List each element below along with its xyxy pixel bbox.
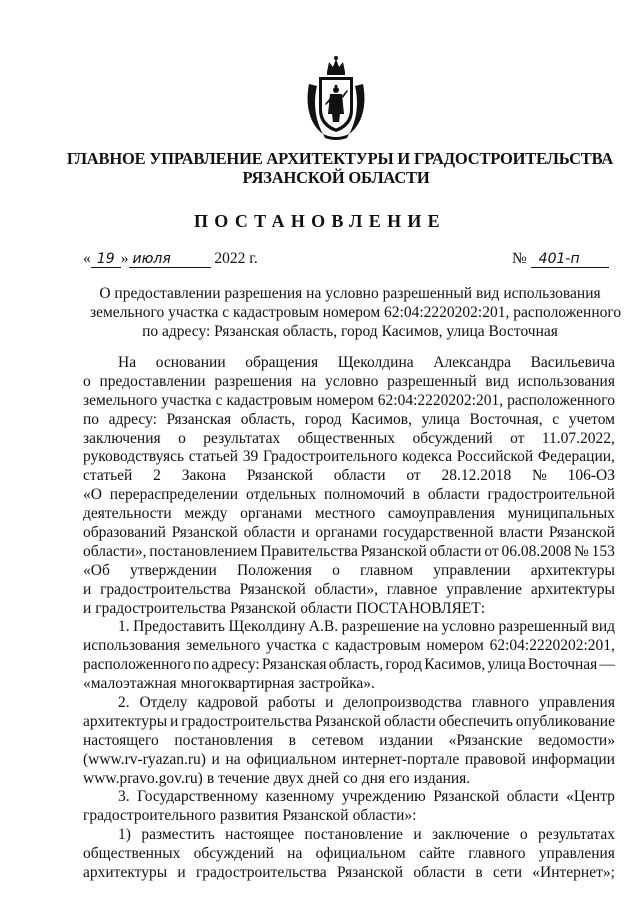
body-word: области xyxy=(429,542,482,560)
body-word: 2. xyxy=(118,694,130,712)
body-word: области xyxy=(243,524,296,542)
body-word: условно xyxy=(324,372,379,390)
body-word: архитектуры xyxy=(83,712,168,730)
body-word: основании xyxy=(155,354,226,371)
body-word: Касимов, xyxy=(351,410,412,428)
body-word: и xyxy=(301,524,310,542)
body-word: от xyxy=(406,467,421,485)
subject-line: О предоставлении разрешения на условно разрешенный вид использования xyxy=(99,285,601,302)
body-line xyxy=(83,524,615,543)
body-word: результатах xyxy=(538,826,615,844)
issuing-authority-line2: РЯЗАНСКОЙ ОБЛАСТИ xyxy=(242,168,430,187)
body-word: Российской xyxy=(456,448,534,466)
body-word: 62:04:2220202:201, xyxy=(489,637,615,655)
body-word: Щеколдину xyxy=(228,618,306,636)
body-word: Рязанской xyxy=(336,864,404,882)
body-word: с xyxy=(215,391,223,409)
body-word: по xyxy=(83,410,100,428)
body-word: номером xyxy=(316,391,374,409)
body-word: и xyxy=(170,712,179,730)
body-word: 153 xyxy=(591,542,615,560)
body-word: дней xyxy=(307,769,340,787)
body-word: градостроительства xyxy=(95,599,227,617)
body-word: 28.12.2018 xyxy=(441,467,512,485)
body-word: улица xyxy=(487,656,526,674)
body-word: постановлением xyxy=(149,542,258,560)
body-word: органами xyxy=(240,505,303,523)
body-word: управления xyxy=(538,694,615,712)
body-word: www.pravo.gov.ru) xyxy=(83,769,203,787)
date-open-quote: « xyxy=(83,250,91,267)
body-word: На xyxy=(118,354,137,371)
body-word: от xyxy=(510,429,525,447)
body-word: Рязанской xyxy=(360,542,427,560)
subject-line: земельного участка с кадастровым номером 62:04:2220202:201, расположенного xyxy=(90,304,622,321)
body-line xyxy=(83,562,615,581)
body-word: по xyxy=(193,656,210,674)
body-line xyxy=(83,467,615,486)
body-word: город xyxy=(385,656,423,674)
document-body xyxy=(83,354,615,883)
body-line xyxy=(83,448,615,467)
body-word: градостроительства xyxy=(100,580,231,598)
body-line xyxy=(83,600,615,619)
body-word: земельного xyxy=(83,391,158,409)
body-word: образований xyxy=(83,524,166,542)
body-word: Восточная, xyxy=(469,410,543,428)
body-line xyxy=(83,807,615,826)
body-word: № xyxy=(574,542,589,560)
body-word: Щеколдина xyxy=(337,354,414,371)
body-word: отдельных xyxy=(245,486,317,504)
body-word: его xyxy=(389,769,410,787)
body-word: вид xyxy=(485,372,509,390)
body-word: архитектуры xyxy=(530,561,615,579)
body-word: постановление xyxy=(304,826,403,844)
body-word: Рязанской xyxy=(239,580,306,598)
body-word: со xyxy=(343,769,358,787)
body-word: делопроизводства xyxy=(343,694,462,712)
body-word: сетевом xyxy=(311,731,364,749)
body-word: заключение xyxy=(432,826,510,844)
body-line xyxy=(83,581,615,600)
body-word: главного xyxy=(471,694,529,712)
body-word: на xyxy=(287,845,303,863)
date-day-handwritten: 19 xyxy=(91,251,121,268)
body-word: разрешенный xyxy=(498,618,588,636)
body-word: настоящее xyxy=(225,826,295,844)
body-word: области»: xyxy=(352,807,417,825)
body-word: (www.rv-ryazan.ru) xyxy=(83,750,206,768)
body-word: Рязанской xyxy=(433,788,500,806)
body-word: кодекса xyxy=(402,448,453,466)
body-word: на xyxy=(225,750,241,768)
body-line xyxy=(83,845,615,864)
body-word: работы xyxy=(268,694,316,712)
body-word: от xyxy=(484,542,499,560)
body-word: Рязанской xyxy=(246,467,313,485)
body-word: развития xyxy=(219,807,279,825)
body-word: учетом xyxy=(568,410,615,428)
body-word: условно xyxy=(441,618,495,636)
body-word: и xyxy=(83,599,92,617)
coat-of-arms-emblem xyxy=(303,54,369,140)
body-word: Предоставить xyxy=(133,618,225,636)
body-word: адресу: xyxy=(108,410,157,428)
body-word: дня xyxy=(361,769,386,787)
body-word: области xyxy=(413,864,466,882)
body-word: области xyxy=(333,467,386,485)
body-word: 62:04:2220202:201, xyxy=(377,391,504,409)
body-word: 1) xyxy=(118,826,131,844)
body-word: в xyxy=(288,731,296,749)
body-word: постановления xyxy=(174,731,274,749)
body-word: управлении xyxy=(433,561,511,579)
document-subject xyxy=(90,284,622,341)
body-word: области xyxy=(427,486,480,504)
body-word: с xyxy=(552,410,560,428)
body-line xyxy=(83,543,615,562)
body-word: Рязанской xyxy=(171,524,238,542)
body-word: № xyxy=(532,467,547,485)
body-word: разрешенный xyxy=(387,372,477,390)
body-word: сайте xyxy=(419,845,455,863)
body-word: муниципальных xyxy=(507,505,615,523)
body-line xyxy=(83,864,615,883)
body-word: Васильевича xyxy=(530,354,615,371)
body-word: статьей xyxy=(188,448,239,466)
body-word: улица xyxy=(421,410,460,428)
body-word: 06.08.2008 xyxy=(501,542,572,560)
body-word: области», xyxy=(314,580,378,598)
body-word: органами xyxy=(315,524,378,542)
body-word: Отделу xyxy=(139,694,188,712)
body-word: Александра xyxy=(433,354,511,371)
body-word: город xyxy=(304,410,342,428)
body-word: использования xyxy=(83,637,181,655)
body-word: разместить xyxy=(141,826,215,844)
body-word: о xyxy=(178,429,186,447)
body-line xyxy=(83,826,615,845)
body-word: градостроительства xyxy=(195,864,327,882)
body-word: и xyxy=(211,750,220,768)
body-word: области xyxy=(300,599,353,617)
body-word: самоуправления xyxy=(387,505,495,523)
body-word: кадастровым xyxy=(226,391,313,409)
body-word: «Центр xyxy=(566,788,615,806)
body-word: предоставлении xyxy=(99,372,206,390)
body-word: архитектуры xyxy=(83,864,168,882)
body-word: главного xyxy=(468,845,526,863)
body-word: государственной xyxy=(383,524,494,542)
body-word: и xyxy=(325,694,334,712)
body-word: Государственному xyxy=(137,788,259,806)
date-month-handwritten: июля xyxy=(129,251,211,268)
body-word: «О xyxy=(83,486,102,504)
body-line xyxy=(83,354,615,373)
body-word: Рязанская xyxy=(261,656,327,674)
body-word: обсуждений xyxy=(193,845,274,863)
body-word: учреждению xyxy=(341,788,426,806)
number-value-handwritten: 401-п xyxy=(531,251,609,268)
body-word: сети xyxy=(492,864,523,882)
body-word: деятельности xyxy=(83,505,172,523)
body-word: адресу: xyxy=(211,656,260,674)
body-word: области», xyxy=(83,542,147,560)
body-word: управление xyxy=(446,580,523,598)
body-word: перераспределении xyxy=(109,486,239,504)
body-word: ведомости» xyxy=(538,731,615,749)
body-line xyxy=(83,656,615,675)
body-word: «Интернет»; xyxy=(532,864,615,882)
body-word: ПОСТАНОВЛЯЕТ: xyxy=(356,599,486,617)
body-word: градостроительной xyxy=(487,486,615,504)
body-line xyxy=(83,732,615,751)
body-word: и xyxy=(83,580,92,598)
body-word: официальном xyxy=(315,845,406,863)
body-line xyxy=(83,675,615,694)
body-word: результатах xyxy=(203,429,281,447)
body-word: общественных xyxy=(83,845,181,863)
body-word: двух xyxy=(273,769,304,787)
body-line xyxy=(83,713,615,732)
body-word: на xyxy=(422,618,438,636)
body-word: застройка». xyxy=(298,675,375,693)
body-word: Рязанской xyxy=(548,524,615,542)
body-word: в xyxy=(206,769,215,787)
body-word: вид xyxy=(591,618,615,636)
body-word: градостроительного xyxy=(83,807,216,825)
document-type-title: ПОСТАНОВЛЕНИЕ xyxy=(194,211,446,231)
body-word: правовой xyxy=(464,750,526,768)
body-word: «Об xyxy=(83,561,110,579)
body-word: о xyxy=(332,561,340,579)
body-word: о xyxy=(519,826,528,844)
body-word: Правительства xyxy=(260,542,358,560)
body-word: область, xyxy=(328,656,384,674)
body-line xyxy=(83,788,615,807)
body-word: местного xyxy=(314,505,376,523)
body-word: Рязанской xyxy=(230,599,297,617)
body-word: казенному xyxy=(265,788,335,806)
body-word: о xyxy=(83,372,91,390)
body-word: разрешения xyxy=(214,372,293,390)
body-line xyxy=(83,430,615,449)
body-word: 1. xyxy=(118,618,130,636)
body-word: общественных xyxy=(297,429,396,447)
document-number xyxy=(512,250,609,268)
date-close-quote: » xyxy=(120,250,129,267)
body-word: «Рязанские xyxy=(448,731,523,749)
body-word: Восточная xyxy=(527,656,598,674)
body-line xyxy=(83,618,615,637)
body-word: настоящего xyxy=(83,731,159,749)
body-word: и xyxy=(177,864,186,882)
body-word: главном xyxy=(360,561,414,579)
body-word: «малоэтажная xyxy=(83,675,177,693)
body-line xyxy=(83,411,615,430)
body-word: 106-ОЗ xyxy=(567,467,615,485)
body-word: участка xyxy=(266,637,317,655)
body-word: издании xyxy=(379,731,434,749)
body-word: 39 xyxy=(242,448,259,466)
body-word: власти xyxy=(499,524,544,542)
body-word: информации xyxy=(531,750,615,768)
date-year: 2022 г. xyxy=(214,250,258,267)
body-word: официальном xyxy=(246,750,337,768)
body-line xyxy=(83,770,615,789)
document-date xyxy=(83,250,258,268)
body-word: издания. xyxy=(413,769,471,787)
body-line xyxy=(83,486,615,505)
body-word: Градостроительного xyxy=(262,448,398,466)
body-word: управления xyxy=(538,845,615,863)
body-word: руководствуясь xyxy=(83,448,185,466)
body-word: области xyxy=(506,788,559,806)
body-word: Касимов, xyxy=(424,656,486,674)
body-word: полномочий xyxy=(323,486,405,504)
body-word: расположенного xyxy=(83,656,191,674)
body-word: 2 xyxy=(153,467,161,485)
body-word: обсуждений xyxy=(412,429,493,447)
body-line xyxy=(83,637,615,656)
number-sign: № xyxy=(512,250,527,267)
body-word: 3. xyxy=(118,788,130,806)
body-word: — xyxy=(599,656,615,674)
body-word: обеспечить xyxy=(438,712,513,730)
body-word: заключения xyxy=(83,429,161,447)
body-word: область, xyxy=(240,410,296,428)
body-word: кадровой xyxy=(197,694,259,712)
body-word: расположенного xyxy=(507,391,615,409)
body-word: использования xyxy=(517,372,615,390)
body-word: номером xyxy=(426,637,484,655)
body-word: Рязанская xyxy=(166,410,232,428)
body-word: обращения xyxy=(245,354,319,371)
body-word: с xyxy=(322,637,330,655)
body-word: А.В. xyxy=(308,618,339,636)
body-word: статьей xyxy=(83,467,133,485)
body-word: в xyxy=(412,486,420,504)
body-word: кадастровым xyxy=(334,637,421,655)
body-word: на xyxy=(301,372,317,390)
body-word: Федерации, xyxy=(537,448,615,466)
body-word: течение xyxy=(218,769,270,787)
body-line xyxy=(83,392,615,411)
body-word: земельного xyxy=(186,637,261,655)
body-word: Рязанской xyxy=(314,712,382,730)
body-word: Рязанской xyxy=(282,807,349,825)
body-word: Закона xyxy=(181,467,227,485)
body-word: области xyxy=(383,712,436,730)
body-word: утверждении xyxy=(130,561,217,579)
body-word: участка xyxy=(161,391,212,409)
body-word: интернет-портале xyxy=(341,750,460,768)
body-word: в xyxy=(475,864,483,882)
body-word: многоквартирная xyxy=(180,675,295,693)
body-word: Положения xyxy=(236,561,312,579)
body-word: и xyxy=(413,826,422,844)
body-word: 11.07.2022, xyxy=(541,429,615,447)
body-line xyxy=(83,505,615,524)
body-line xyxy=(83,694,615,713)
body-line xyxy=(83,373,615,392)
body-word: архитектуры xyxy=(530,580,615,598)
issuing-authority-line1: ГЛАВНОЕ УПРАВЛЕНИЕ АРХИТЕКТУРЫ И ГРАДОСТРОИТЕЛЬСТВА xyxy=(66,149,614,168)
body-word: опубликование xyxy=(515,712,615,730)
body-word: разрешение xyxy=(341,618,420,636)
body-line xyxy=(83,751,615,770)
body-word: между xyxy=(184,505,228,523)
subject-line: по адресу: Рязанская область, город Касимов, улица Восточная xyxy=(142,323,558,340)
body-word: главное xyxy=(386,580,438,598)
body-word: градостроительства xyxy=(181,712,313,730)
